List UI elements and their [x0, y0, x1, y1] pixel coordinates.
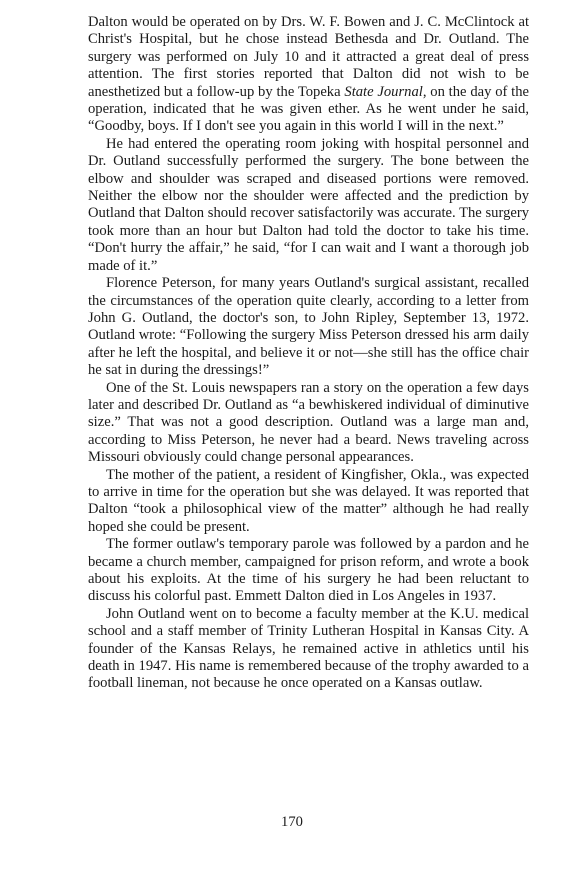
body-text: [88, 14, 529, 693]
paragraph-6: The former outlaw's temporary parole was followed by a pardon and he became a church member, campaigned for prison reform, and wrote a book about his exploits. At the time of his surgery he had been reluctant to discuss his colorful past. Emmett Dalton died in Los Angeles in 1937.: [88, 536, 529, 605]
paragraph-7: John Outland went on to become a faculty member at the K.U. medical school and a staff member of Trinity Lutheran Hospital in Kansas City. A founder of the Kansas Relays, he remained active in athletics until his death in 1947. His name is remembered because of the trophy awarded to a football lineman, not because he once operated on a Kansas outlaw.: [88, 605, 529, 692]
paragraph-4: One of the St. Louis newspapers ran a story on the operation a few days later and described Dr. Outland as “a bewhiskered individual of diminutive size.” That was not a good description. Outland was a large man and, according to Miss Peterson, he never had a beard. News traveling across Missouri obviously could change personal appearances.: [88, 379, 529, 466]
paragraph-2: He had entered the operating room joking with hospital personnel and Dr. Outland successfully performed the surgery. The bone between the elbow and shoulder was scraped and diseased portions were removed. Neither the elbow nor the shoulder were affected and the prediction by Outland that Dalton should recover satisfactorily was accurate. The surgery took more than an hour but Dalton had told the doctor to take his time. “Don't hurry the affair,” he said, “for I can wait and I want a thorough job made of it.”: [88, 135, 529, 274]
page-number: 170: [281, 814, 303, 830]
newspaper-title: State Journal: [344, 83, 423, 100]
paragraph-1: Dalton would be operated on by Drs. W. F. Bowen and J. C. McClintock at Christ's Hospital, but he chose instead Bethesda and Dr. Outland. The surgery was performed on July 10 and it attracted a great deal of press attention. The first stories reported that Dalton did not wish to be anesthetized but a follow-up by the Topeka State Journal, on the day of the operation, indicated that he was given ether. As he went under he said, “Goodby, boys. If I don't see you again in this world I will in the next.”: [88, 14, 530, 135]
paragraph-5: The mother of the patient, a resident of Kingfisher, Okla., was expected to arrive in time for the operation but she was delayed. It was reported that Dalton “took a philosophical view of the matter” although he had really hoped she could be present.: [88, 466, 529, 535]
paragraph-3: Florence Peterson, for many years Outland's surgical assistant, recalled the circumstances of the operation quite clearly, according to a letter from John G. Outland, the doctor's son, to John Ripley, September 13, 1972. Outland wrote: “Following the surgery Miss Peterson dressed his arm daily after he left the hospital, and believe it or not—she still has the office chair he sat in during the dressings!”: [88, 275, 529, 379]
